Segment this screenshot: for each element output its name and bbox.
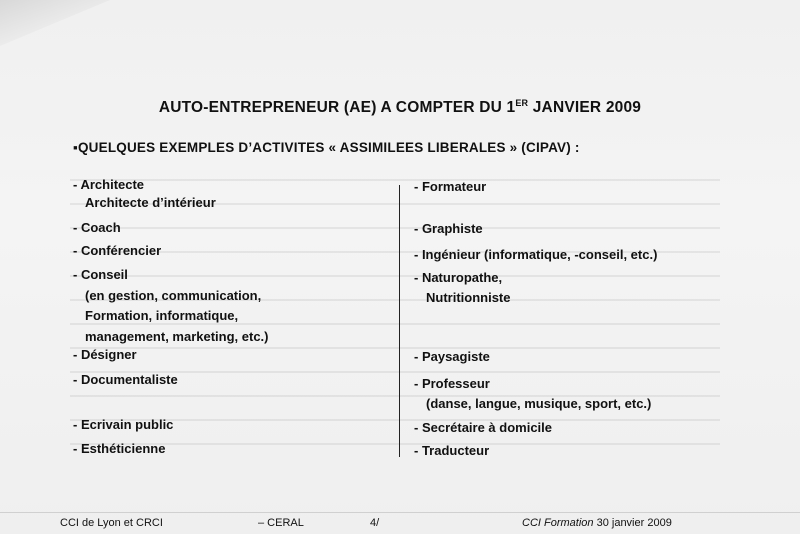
activity-item: - Graphiste xyxy=(414,221,483,236)
title-superscript: ER xyxy=(515,98,529,108)
footer-left: CCI de Lyon et CRCI xyxy=(60,517,163,529)
activity-item: - Professeur (danse, langue, musique, sport, etc.) xyxy=(414,376,652,411)
page-title xyxy=(0,98,800,117)
activity-item: - Architecte Architecte d’intérieur xyxy=(73,177,216,210)
activity-item: - Ingénieur (informatique, -conseil, etc.) xyxy=(414,247,658,262)
page-corner-fold xyxy=(0,0,110,46)
activity-item: - Ecrivain public xyxy=(73,417,174,432)
footer-rule xyxy=(0,512,800,513)
activity-item: - Secrétaire à domicile xyxy=(414,420,553,435)
section-heading: ▪QUELQUES EXEMPLES D’ACTIVITES « ASSIMILEES LIBERALES » (CIPAV) : xyxy=(73,140,580,155)
activity-item: - Esthéticienne xyxy=(73,441,166,456)
activity-item: - Coach xyxy=(73,220,121,235)
footer-right: CCI Formation 30 janvier 2009 xyxy=(522,517,672,529)
activity-item: - Formateur xyxy=(414,179,487,194)
activity-item: - Traducteur xyxy=(414,443,490,458)
title-main: AUTO-ENTREPRENEUR (AE) A COMPTER DU 1 xyxy=(158,99,516,117)
footer-center: – CERAL xyxy=(258,517,304,529)
activity-item: - Conférencier xyxy=(73,243,162,258)
activity-item: - Naturopathe, Nutritionniste xyxy=(414,270,511,305)
activity-item: - Paysagiste xyxy=(414,349,490,364)
activity-item: - Conseil (en gestion, communication, Formation, informatique, management, marketing, etc.) xyxy=(73,267,269,344)
column-divider xyxy=(399,185,400,457)
footer-page-number: 4/ xyxy=(370,517,380,529)
activity-item: - Documentaliste xyxy=(73,372,178,387)
activity-item: - Désigner xyxy=(73,347,137,362)
title-suffix: JANVIER 2009 xyxy=(528,99,642,117)
